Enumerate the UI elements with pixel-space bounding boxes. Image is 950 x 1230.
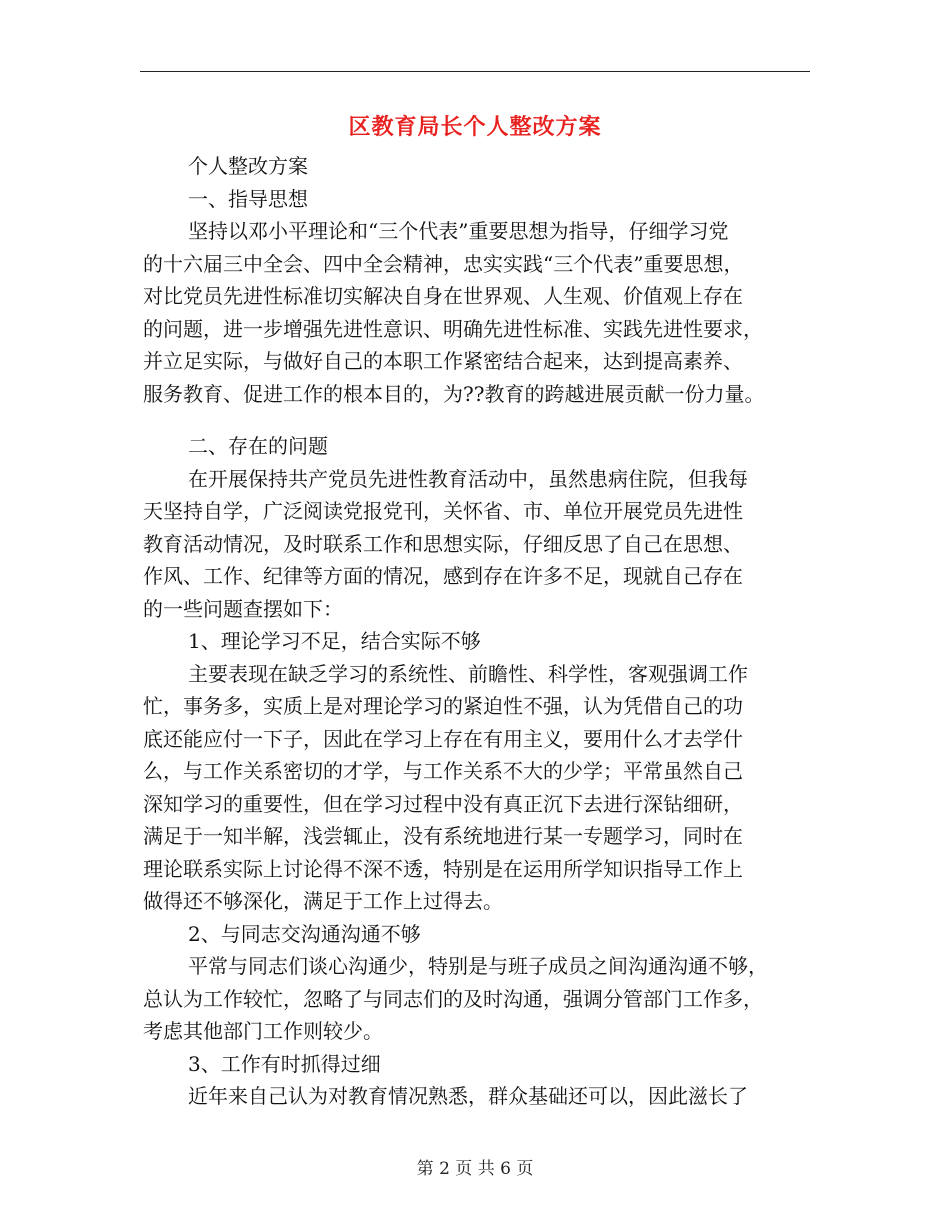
- paragraph-line: 忙，事务多，实质上是对理论学习的紧迫性不强，认为凭借自己的功: [143, 694, 743, 718]
- paragraph-line: 作风、工作、纪律等方面的情况，感到存在许多不足，现就自己存在: [143, 564, 743, 588]
- subheading-theory-study: 1、理论学习不足，结合实际不够: [188, 629, 481, 653]
- header-rule: [140, 71, 810, 72]
- page-number-footer: 第 2 页 共 6 页: [416, 1159, 534, 1179]
- section-heading-guiding-thought: 一、指导思想: [188, 186, 308, 211]
- paragraph-line: 近年来自己认为对教育情况熟悉，群众基础还可以，因此滋长了: [188, 1084, 748, 1108]
- paragraph-line: 做得还不够深化，满足于工作上过得去。: [143, 889, 503, 913]
- document-body: [143, 150, 813, 1113]
- section-heading-existing-problems: 二、存在的问题: [188, 434, 328, 458]
- paragraph-line: 深知学习的重要性，但在学习过程中没有真正沉下去进行深钻细研，: [143, 791, 743, 816]
- paragraph-line: 并立足实际，与做好自己的本职工作紧密结合起来，达到提高素养、: [143, 349, 743, 373]
- paragraph-line: 考虑其他部门工作则较少。: [143, 1019, 383, 1043]
- paragraph-line: 么，与工作关系密切的才学，与工作关系不大的少学；平常虽然自己: [143, 759, 743, 783]
- paragraph-line: 服务教育、促进工作的根本目的，为??教育的跨越进展贡献一份力量。: [143, 381, 765, 406]
- subheading-work-detail: 3、工作有时抓得过细: [188, 1051, 381, 1076]
- paragraph-line: 的十六届三中全会、四中全会精神，忠实实践“三个代表”重要思想，: [143, 251, 744, 276]
- paragraph-line: 的问题，进一步增强先进性意识、明确先进性标准、实践先进性要求，: [143, 316, 763, 341]
- paragraph-line: 总认为工作较忙，忽略了与同志们的及时沟通，强调分管部门工作多，: [143, 986, 763, 1011]
- paragraph-line: 的一些问题查摆如下：: [143, 596, 343, 621]
- paragraph-line: 底还能应付一下子，因此在学习上存在有用主义，要用什么才去学什: [143, 726, 743, 751]
- paragraph-line: 天坚持自学，广泛阅读党报党刊，关怀省、市、单位开展党员先进性: [143, 499, 743, 523]
- paragraph-line: 满足于一知半解，浅尝辄止，没有系统地进行某一专题学习，同时在: [143, 824, 743, 848]
- paragraph-line: 在开展保持共产党员先进性教育活动中，虽然患病住院，但我每: [188, 466, 748, 491]
- document-title: 区教育局长个人整改方案: [348, 115, 602, 140]
- paragraph-line: 主要表现在缺乏学习的系统性、前瞻性、科学性，客观强调工作: [188, 661, 748, 686]
- subheading-communication: 2、与同志交沟通沟通不够: [188, 921, 421, 946]
- paragraph-gap: [143, 410, 813, 430]
- paragraph-line: 教育活动情况，及时联系工作和思想实际，仔细反思了自己在思想、: [143, 531, 743, 556]
- paragraph-line: 理论联系实际上讨论得不深不透，特别是在运用所学知识指导工作上: [143, 856, 743, 881]
- paragraph-line: 坚持以邓小平理论和“三个代表”重要思想为指导，仔细学习党: [188, 219, 729, 243]
- paragraph-line: 平常与同志们谈心沟通少，特别是与班子成员之间沟通沟通不够，: [188, 954, 768, 978]
- subtitle-line: 个人整改方案: [188, 154, 308, 178]
- paragraph-line: 对比党员先进性标准切实解决自身在世界观、人生观、价值观上存在: [143, 284, 743, 308]
